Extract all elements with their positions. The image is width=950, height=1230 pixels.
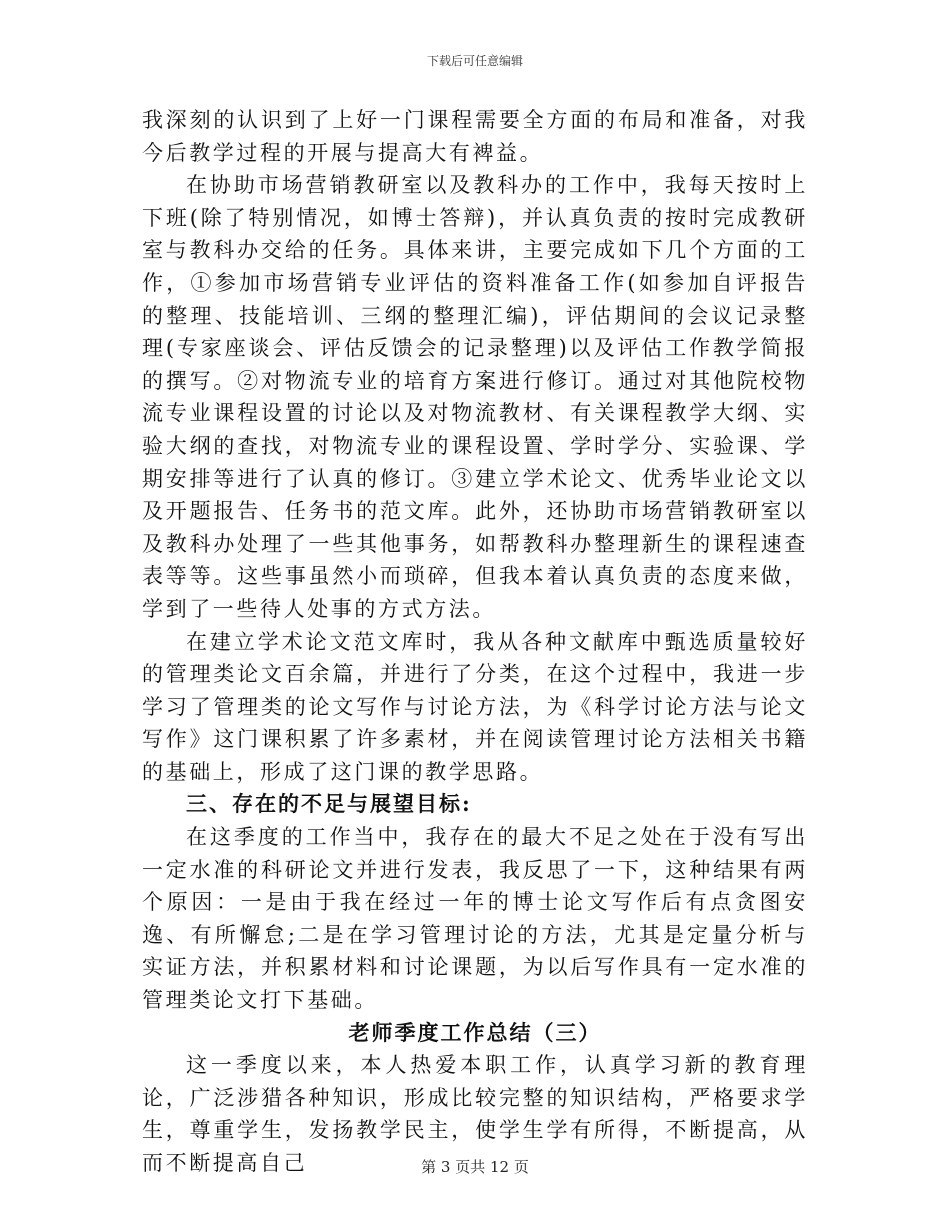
paragraph-summary-intro: 这一季度以来，本人热爱本职工作，认真学习新的教育理论，广泛涉猎各种知识，形成比较完整的知识结构，严格要求学生，尊重学生，发扬教学民主，使学生学有所得，不断提高，从而不断提高自己 — [142, 1053, 808, 1175]
paragraph-shortcomings: 在这季度的工作当中，我存在的最大不足之处在于没有写出一定水准的科研论文并进行发表，我反思了一下，这种结果有两个原因：一是由于我在经过一年的博士论文写作后有点贪图安逸、有所懈怠;二是在学习管理讨论的方法，尤其是定量分析与实证方法，并积累材料和讨论课题，为以后写作具有一定水准的管理类论文打下基础。 — [142, 825, 808, 1013]
section-heading-shortcomings: 三、存在的不足与展望目标: — [186, 791, 472, 817]
page-number: 第 3 页共 12 页 — [421, 1158, 529, 1176]
paragraph-continuation: 我深刻的认识到了上好一门课程需要全方面的布局和准备，对我今后教学过程的开展与提高大有裨益。 — [142, 108, 808, 165]
page-header: 下载后可任意编辑 — [426, 54, 523, 68]
paragraph-paper-library: 在建立学术论文范文库时，我从各种文献库中甄选质量较好的管理类论文百余篇，并进行了分类，在这个过程中，我进一步学习了管理类的论文写作与讨论方法，为《科学讨论方法与论文写作》这门课积累了许多素材，并在阅读管理讨论方法相关书籍的基础上，形成了这门课的教学思路。 — [142, 629, 808, 784]
document-body — [142, 104, 808, 1180]
paragraph-assistance-work: 在协助市场营销教研室以及教科办的工作中，我每天按时上下班(除了特别情况，如博士答辩)，并认真负责的按时完成教研室与教科办交给的任务。具体来讲，主要完成如下几个方面的工作，①参加市场营销专业评估的资料准备工作(如参加自评报告的整理、技能培训、三纲的整理汇编)，评估期间的会议记录整理(专家座谈会、评估反馈会的记录整理)以及评估工作教学简报的撰写。②对物流专业的培育方案进行修订。通过对其他院校物流专业课程设置的讨论以及对物流教材、有关课程教学大纲、实验大纲的查找，对物流专业的课程设置、学时学分、实验课、学期安排等进行了认真的修订。③建立学术论文、优秀毕业论文以及开题报告、任务书的范文库。此外，还协助市场营销教研室以及教科办处理了一些其他事务，如帮教科办整理新生的课程速查表等等。这些事虽然小而琐碎，但我本着认真负责的态度来做，学到了一些待人处事的方式方法。 — [142, 173, 808, 621]
document-title: 老师季度工作总结（三） — [348, 1019, 602, 1045]
